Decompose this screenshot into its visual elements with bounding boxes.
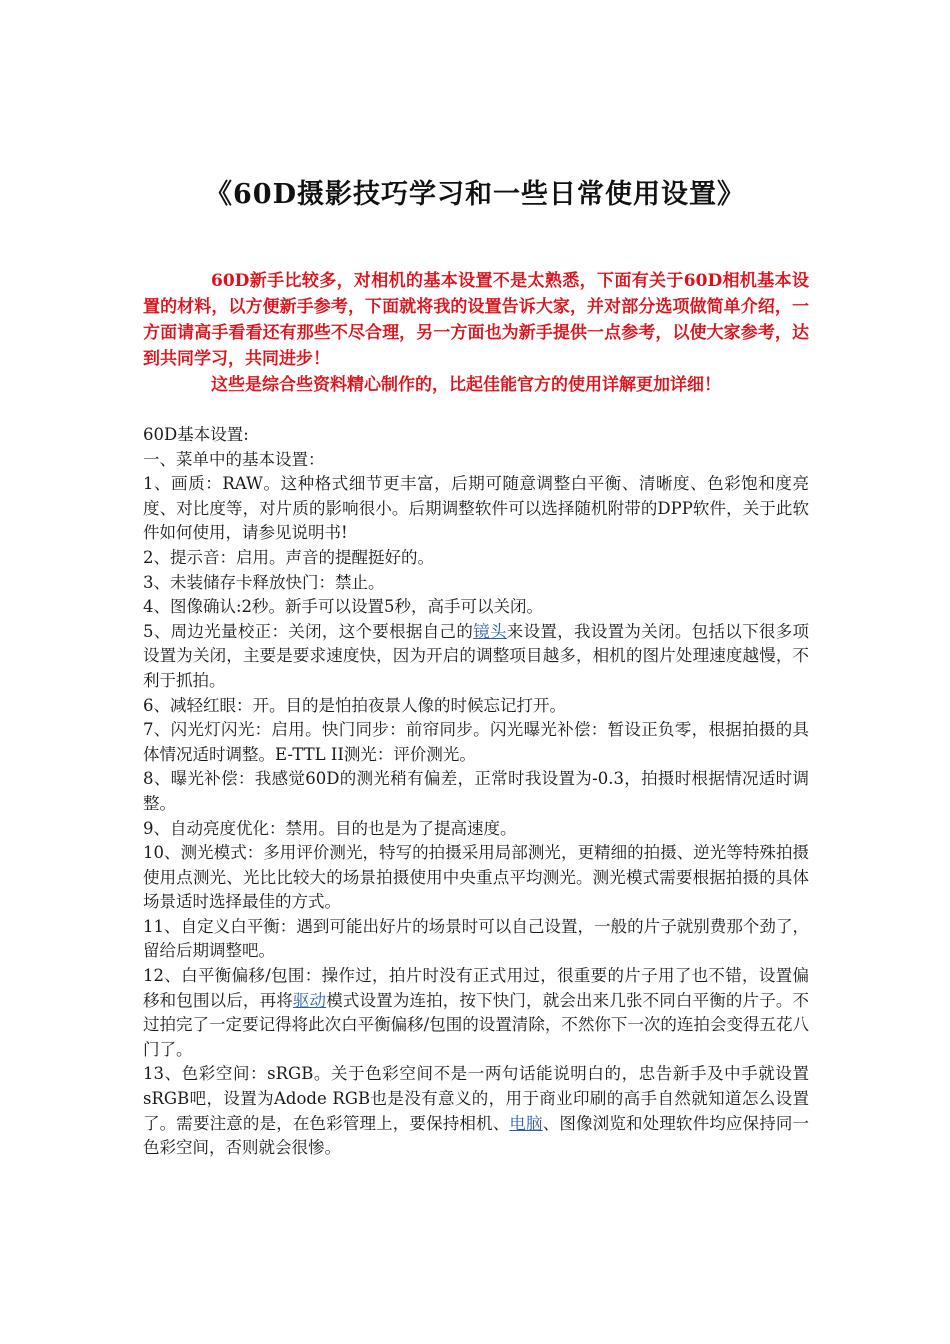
setting-item: 4、图像确认:2秒。新手可以设置5秒，高手可以关闭。 [143, 597, 544, 617]
setting-item-text: 5、周边光量校正：关闭，这个要根据自己的 [143, 621, 474, 641]
setting-item: 1、画质：RAW。这种格式细节更丰富，后期可随意调整白平衡、清晰度、色彩饱和度亮度、对比度等，对片质的影响很小。后期调整软件可以选择随机附带的DPP软件，关于此软件如何使用，请参见说明书! [143, 474, 809, 543]
setting-item: 3、未装储存卡释放快门：禁止。 [143, 572, 385, 592]
intro-paragraph: 60D新手比较多，对相机的基本设置不是太熟悉，下面有关于60D相机基本设置的材料，以方便新手参考，下面就将我的设置告诉大家，并对部分选项做简单介绍，一方面请高手看看还有那些不尽合理，另一方面也为新手提供一点参考，以使大家参考，达到共同学习，共同进步！ [143, 271, 809, 369]
section-subheading: 一、菜单中的基本设置： [143, 449, 325, 469]
settings-body [143, 423, 809, 1161]
setting-item [143, 620, 809, 694]
setting-item: 10、测光模式：多用评价测光，特写的拍摄采用局部测光，更精细的拍摄、逆光等特殊拍摄使用点测光、光比比较大的场景拍摄使用中央重点平均测光。测光模式需要根据拍摄的具体场景适时选择最佳的方式。 [143, 843, 809, 912]
setting-item-text: 、图像浏览和处理软件均应保持同一色彩空间，否则就会很惨。 [143, 1113, 810, 1158]
setting-item [143, 964, 809, 1062]
document-title: 《60D摄影技巧学习和一些日常使用设置》 [205, 179, 745, 210]
setting-item-text: 来设置，我设置为关闭。包括以下很多项设置为关闭，主要是要求速度快，因为开启的调整项目越多，相机的图片处理速度越慢，不利于抓拍。 [143, 621, 810, 690]
setting-item: 11、自定义白平衡：遇到可能出好片的场景时可以自己设置，一般的片子就别费那个劲了，留给后期调整吧。 [143, 916, 809, 961]
setting-item-text: 模式设置为连拍，按下快门，就会出来几张不同白平衡的片子。不过拍完了一定要记得将此次白平衡偏移/包围的设置清除，不然你下一次的连拍会变得五花八门了。 [143, 990, 810, 1059]
setting-item-text: 12、白平衡偏移/包围：操作过，拍片时没有正式用过，很重要的片子用了也不错，设置偏移和包围以后，再将 [143, 966, 809, 1010]
computer-link[interactable]: 电脑 [509, 1113, 543, 1133]
setting-item: 9、自动亮度优化：禁用。目的也是为了提高速度。 [143, 818, 517, 838]
section-heading: 60D基本设置: [143, 425, 249, 444]
setting-item: 7、闪光灯闪光：启用。快门同步：前帘同步。闪光曝光补偿：暂设正负零，根据拍摄的具体情况适时调整。E-TTL II测光：评价测光。 [143, 720, 809, 764]
setting-item: 8、曝光补偿：我感觉60D的测光稍有偏差，正常时我设置为-0.3，拍摄时根据情况适时调整。 [143, 769, 809, 813]
lens-link[interactable]: 镜头 [473, 621, 507, 641]
intro-block [143, 268, 809, 398]
drive-link[interactable]: 驱动 [292, 990, 327, 1010]
setting-item [143, 1062, 809, 1160]
setting-item: 2、提示音：启用。声音的提醒挺好的。 [143, 547, 434, 567]
intro-paragraph: 这些是综合些资料精心制作的，比起佳能官方的使用详解更加详细！ [211, 375, 721, 395]
setting-item-text: 13、色彩空间：sRGB。关于色彩空间不是一两句话能说明白的，忠告新手及中手就设置sRGB吧，设置为Adode RGB也是没有意义的，用于商业印刷的高手自然就知道怎么设置了。需要注意的是，在色彩管理上，要保持相机、 [143, 1064, 809, 1133]
setting-item: 6、减轻红眼：开。目的是怕拍夜景人像的时候忘记打开。 [143, 695, 566, 715]
